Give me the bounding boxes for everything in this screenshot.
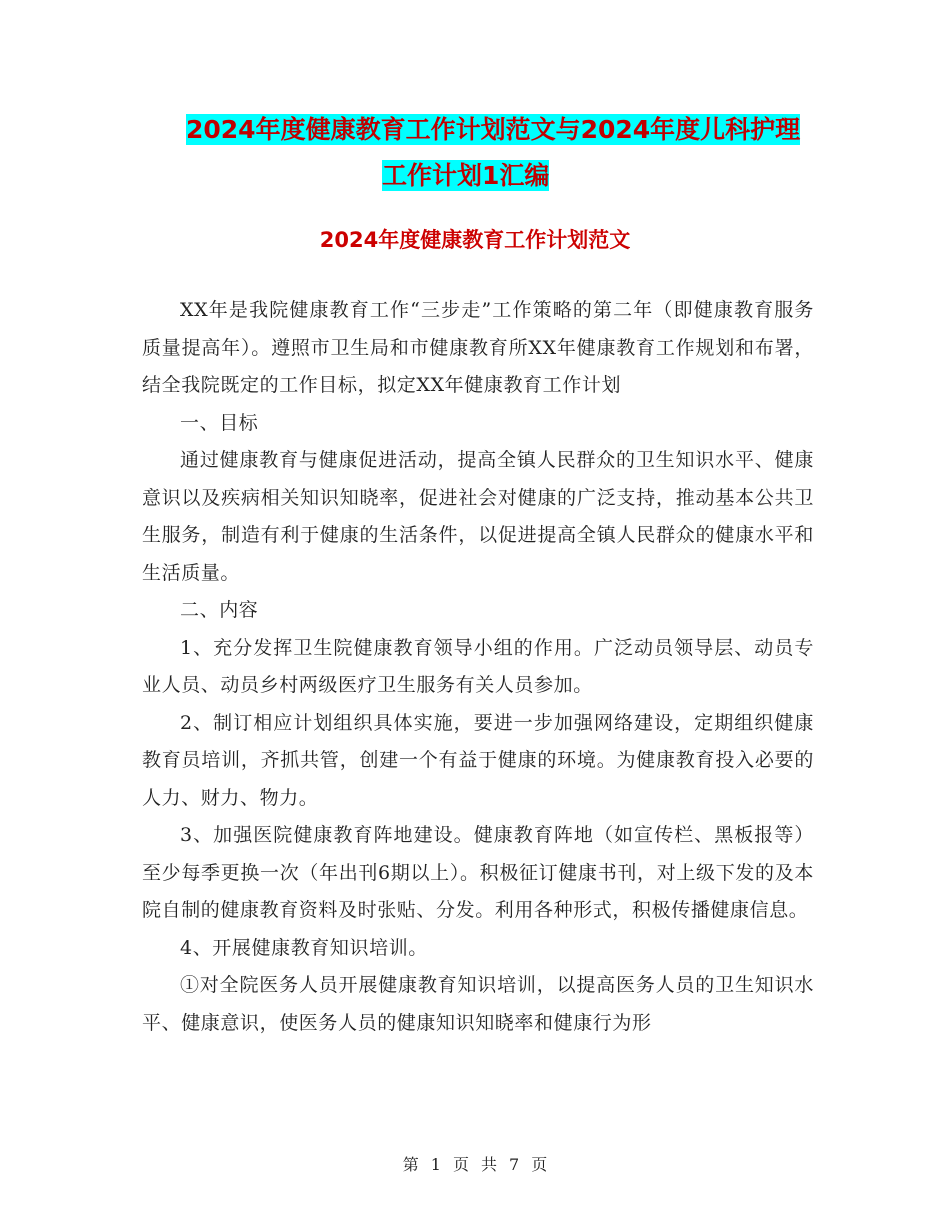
- paragraph-intro: XX年是我院健康教育工作“三步走”工作策略的第二年（即健康教育服务质量提高年）。遵照市卫生局和市健康教育所XX年健康教育工作规划和布署，结全我院既定的工作目标，拟定XX年健康教育工作计划: [142, 299, 814, 396]
- paragraph-item-2: 2、制订相应计划组织具体实施，要进一步加强网络建设，定期组织健康教育员培训，齐抓共管，创建一个有益于健康的环境。为健康教育投入必要的人力、财力、物力。: [142, 711, 814, 809]
- footer-page-mid: 页: [452, 1155, 469, 1174]
- footer-current-page: 1: [430, 1155, 441, 1174]
- heading-content: 二、内容: [180, 599, 259, 621]
- document-body: [142, 292, 814, 1042]
- footer-total-prefix: 共: [481, 1155, 498, 1174]
- paragraph-goals: 通过健康教育与健康促进活动，提高全镇人民群众的卫生知识水平、健康意识以及疾病相关知识知晓率，促进社会对健康的广泛支持，推动基本公共卫生服务，制造有利于健康的生活条件，以促进提高全镇人民群众的健康水平和生活质量。: [142, 449, 814, 584]
- paragraph-item-4: 4、开展健康教育知识培训。: [180, 936, 428, 959]
- paragraph-item-1: 1、充分发挥卫生院健康教育领导小组的作用。广泛动员领导层、动员专业人员、动员乡村两级医疗卫生服务有关人员参加。: [142, 636, 814, 696]
- section-heading: 2024年度健康教育工作计划范文: [319, 228, 631, 252]
- page-footer: [0, 1152, 950, 1175]
- footer-total-pages: 7: [509, 1155, 520, 1174]
- footer-total-suffix: 页: [531, 1155, 548, 1174]
- title-line-2: 工作计划1汇编: [382, 161, 550, 190]
- footer-page-prefix: 第: [402, 1155, 419, 1174]
- paragraph-item-3: 3、加强医院健康教育阵地建设。健康教育阵地（如宣传栏、黑板报等）至少每季更换一次（年出刊6期以上）。积极征订健康书刊，对上级下发的及本院自制的健康教育资料及时张贴、分发。利用各种形式，积极传播健康信息。: [142, 824, 814, 921]
- heading-goals: 一、目标: [180, 411, 259, 434]
- title-line-1: 2024年度健康教育工作计划范文与2024年度儿科护理: [186, 115, 801, 144]
- paragraph-item-4-sub-1: ①对全院医务人员开展健康教育知识培训，以提高医务人员的卫生知识水平、健康意识，使医务人员的健康知识知晓率和健康行为形: [142, 974, 814, 1034]
